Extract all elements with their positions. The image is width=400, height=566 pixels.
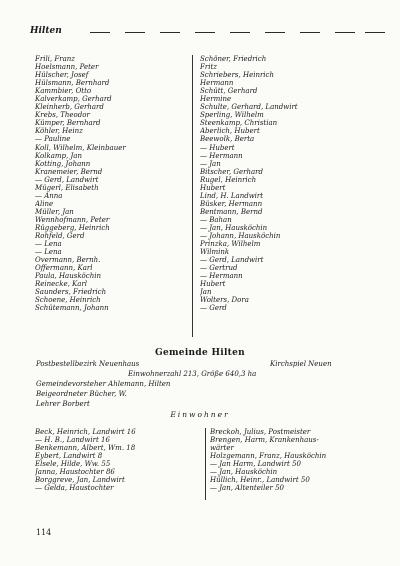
list-item: Elsele, Hilde, Ww. 55 bbox=[35, 460, 111, 469]
list-item: Offermann, Karl bbox=[35, 264, 93, 273]
list-item: Beck, Heinrich, Landwirt 16 bbox=[35, 428, 136, 436]
list-item: — Jan, Altenteiler 50 bbox=[210, 484, 284, 493]
list-item: Aline bbox=[35, 199, 54, 208]
list-item: — Gerd, Landwirt bbox=[200, 256, 264, 265]
header-rule bbox=[300, 32, 320, 33]
header-rule bbox=[90, 32, 110, 33]
page-number: 114 bbox=[36, 528, 52, 537]
list-item: Holzgemann, Franz, Hausköchin bbox=[210, 452, 327, 461]
list-item: Paula, Hausköchin bbox=[35, 272, 101, 281]
running-head: Hilten bbox=[30, 26, 62, 36]
header-rule bbox=[365, 32, 385, 33]
list-item: — Jan, Hausköchin bbox=[200, 223, 268, 232]
list-item: Breckoh, Julius, Postmeister bbox=[210, 428, 311, 436]
list-item: Bitscher, Gerhard bbox=[200, 167, 263, 176]
list-item: — Hermann bbox=[200, 272, 243, 281]
list-item: — Jan, Hausköchin bbox=[210, 468, 278, 477]
list-item: Kolkamp, Jan bbox=[35, 151, 82, 160]
list-item: Hüllich, Heinr., Landwirt 50 bbox=[210, 476, 310, 485]
deputy-line: Beigeordneter Bücher, W. bbox=[36, 390, 127, 398]
header-rule bbox=[230, 32, 250, 33]
list-item: — H. B., Landwirt 16 bbox=[35, 436, 110, 445]
list-item: Hülscher, Josef bbox=[35, 71, 89, 80]
header-rule bbox=[195, 32, 215, 33]
list-item: Hülsmann, Bernhard bbox=[35, 79, 110, 88]
list-item: Müller, Jan bbox=[35, 207, 74, 216]
list-item: Köhler, Heinz bbox=[35, 127, 83, 136]
list-item: Frili, Franz bbox=[35, 55, 75, 63]
list-item: Reinecke, Karl bbox=[35, 280, 88, 289]
list-item: Wennhofmann, Peter bbox=[35, 215, 110, 224]
list-item: Kranemeier, Bernd bbox=[35, 167, 103, 176]
header-row bbox=[30, 26, 376, 38]
list-item: — Johann, Hausköchin bbox=[200, 232, 281, 241]
list-item: — Lena bbox=[35, 240, 62, 249]
lower-left-column bbox=[35, 428, 205, 492]
list-item: Fritz bbox=[200, 63, 217, 72]
list-item: — Pauline bbox=[35, 135, 71, 144]
mayor-line: Gemeindevorsteher Ahlemann, Hilten bbox=[36, 380, 171, 388]
list-item: wärter bbox=[210, 444, 234, 453]
gemeinde-title: Gemeinde Hilten bbox=[154, 348, 246, 358]
list-item: Hubert bbox=[200, 183, 226, 192]
list-item: Schütemann, Johann bbox=[35, 304, 109, 313]
list-item: Kleinherb, Gerhard bbox=[35, 103, 104, 112]
list-item: Wilmink bbox=[200, 248, 230, 257]
list-item: Lind, H. Landwirt bbox=[200, 191, 264, 200]
list-item: — Gerd bbox=[200, 304, 227, 313]
list-item: Schriebers, Heinrich bbox=[200, 71, 274, 80]
list-item: Aberlich, Hubert bbox=[200, 127, 260, 136]
list-item: Kotting, Johann bbox=[35, 159, 91, 168]
list-item: Prinzka, Wilhelm bbox=[200, 240, 261, 249]
list-item: Mügerl, Elisabeth bbox=[35, 183, 99, 192]
residents-subtitle: Einwohner bbox=[170, 410, 230, 419]
list-item: — Gerd, Landwirt bbox=[35, 175, 99, 184]
list-item: — Jan Harm, Landwirt 50 bbox=[210, 460, 301, 469]
list-item: — Gertrud bbox=[200, 264, 238, 273]
list-item: Krebs, Theodor bbox=[35, 111, 90, 120]
resident-list-lower bbox=[35, 428, 380, 508]
header-rule bbox=[160, 32, 180, 33]
list-item: Saunders, Friedrich bbox=[35, 288, 107, 297]
list-item: — Gelda, Haustochter bbox=[35, 484, 114, 493]
list-item: — Hermann bbox=[200, 151, 243, 160]
list-item: Hermine bbox=[200, 95, 232, 104]
header-rule bbox=[335, 32, 355, 33]
list-item: Hermann bbox=[200, 79, 234, 88]
list-item: Rüggeberg, Heinrich bbox=[35, 223, 110, 232]
list-item: Janna, Haustochter 86 bbox=[35, 468, 115, 477]
list-item: Hubert bbox=[200, 280, 226, 289]
list-item: Beewolk, Berta bbox=[200, 135, 255, 144]
population-line: Einwohnerzahl 213, Größe 640,3 ha bbox=[128, 370, 257, 378]
list-item: Kalverkamp, Gerhard bbox=[35, 95, 112, 104]
list-item: Koll, Wilhelm, Kleinbauer bbox=[35, 143, 126, 152]
list-item: Bentmann, Bernd bbox=[200, 207, 263, 216]
list-item: Kammbier, Otto bbox=[35, 87, 92, 96]
postal-district: Postbestellbezirk Neuenhaus bbox=[36, 360, 140, 368]
column-divider bbox=[205, 428, 206, 500]
list-item: Brengen, Harm, Krankenhaus- bbox=[210, 436, 319, 445]
list-item: Steenkamp, Christian bbox=[200, 119, 278, 128]
list-item: — Jan bbox=[200, 159, 221, 168]
list-item: — Hubert bbox=[200, 143, 235, 152]
list-item: Schoene, Heinrich bbox=[35, 296, 101, 305]
parish: Kirchspiel Neuen bbox=[270, 360, 332, 368]
list-item: Sperling, Wilhelm bbox=[200, 111, 264, 120]
upper-left-column bbox=[35, 55, 195, 313]
list-item: Eybert, Landwirt 8 bbox=[35, 452, 103, 461]
resident-list-upper bbox=[35, 55, 380, 337]
list-item: Schulte, Gerhard, Landwirt bbox=[200, 103, 298, 112]
list-item: Wolters, Dora bbox=[200, 296, 249, 305]
list-item: Overmann, Bernh. bbox=[35, 256, 101, 265]
list-item: Benkemann, Albert, Wm. 18 bbox=[35, 444, 136, 453]
column-divider bbox=[192, 55, 193, 337]
list-item: Büsker, Hermann bbox=[200, 199, 263, 208]
list-item: Rohfeld, Gerd bbox=[35, 232, 85, 241]
header-rule bbox=[265, 32, 285, 33]
list-item: — Lena bbox=[35, 248, 62, 257]
header-rule bbox=[125, 32, 145, 33]
list-item: Hoelsmann, Peter bbox=[35, 63, 99, 72]
list-item: Borggreve, Jan, Landwirt bbox=[35, 476, 125, 485]
list-item: Schöner, Friedrich bbox=[200, 55, 267, 63]
list-item: Kümper, Bernhard bbox=[35, 119, 101, 128]
list-item: — Anna bbox=[35, 191, 63, 200]
upper-right-column bbox=[200, 55, 375, 313]
list-item: — Bahan bbox=[200, 215, 232, 224]
teacher-line: Lehrer Borbert bbox=[36, 400, 90, 408]
lower-right-column bbox=[210, 428, 380, 492]
list-item: Jan bbox=[200, 288, 212, 297]
list-item: Rugel, Heinrich bbox=[200, 175, 257, 184]
list-item: Schütt, Gerhard bbox=[200, 87, 258, 96]
